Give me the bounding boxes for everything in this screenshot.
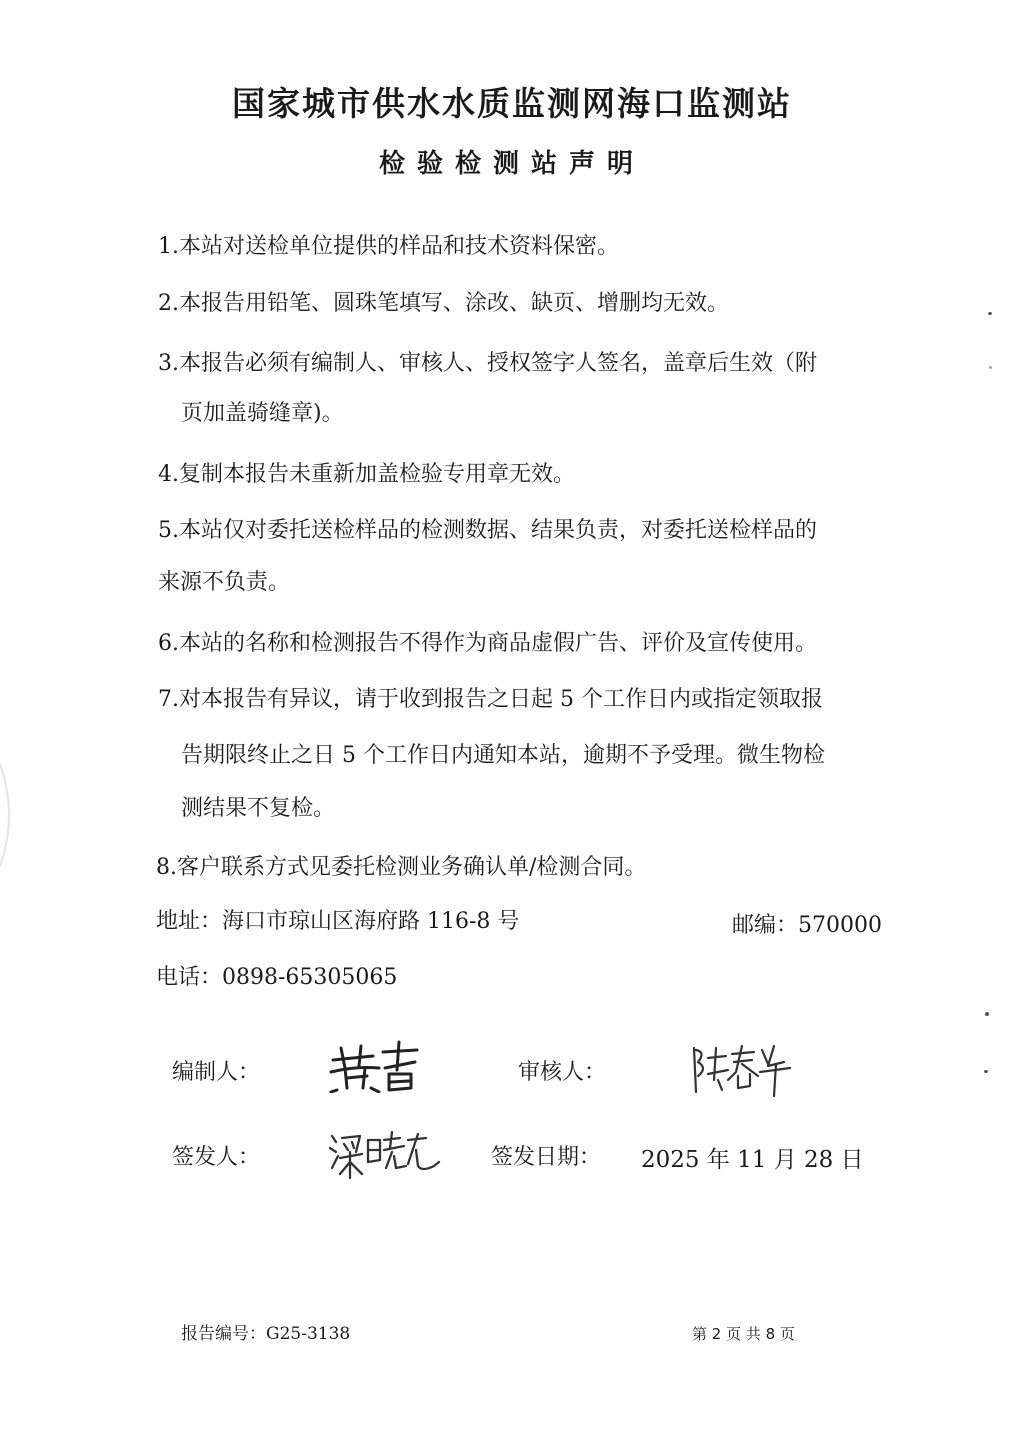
statement-7-line-2: 告期限终止之日 5 个工作日内通知本站，逾期不予受理。微生物检 [181, 743, 825, 768]
address: 地址：海口市琼山区海府路 116-8 号 [156, 909, 520, 934]
statement-3-line-1: 3.本报告必须有编制人、审核人、授权签字人签名，盖章后生效（附 [158, 351, 817, 376]
compiler-signature [327, 1038, 427, 1093]
statement-8: 8.客户联系方式见委托检测业务确认单/检测合同。 [156, 855, 647, 880]
scan-speck [988, 312, 992, 315]
statement-2: 2.本报告用铅笔、圆珠笔填写、涂改、缺页、增删均无效。 [158, 291, 729, 316]
statement-6: 6.本站的名称和检测报告不得作为商品虚假广告、评价及宣传使用。 [158, 631, 817, 656]
issue-date: 2025 年 11 月 28 日 [641, 1147, 864, 1173]
statement-4: 4.复制本报告未重新加盖检验专用章无效。 [158, 462, 575, 487]
issuer-label: 签发人： [172, 1145, 261, 1170]
statement-7-line-1: 7.对本报告有异议，请于收到报告之日起 5 个工作日内或指定领取报 [158, 687, 823, 712]
statement-3-line-2: 页加盖骑缝章)。 [181, 401, 344, 426]
statement-1: 1.本站对送检单位提供的样品和技术资料保密。 [158, 234, 619, 259]
report-number: 报告编号：G25-3138 [181, 1324, 351, 1344]
scan-speck [989, 366, 992, 369]
phone-number: 电话：0898-65305065 [156, 965, 398, 990]
reviewer-signature [688, 1040, 793, 1100]
statement-7-line-3: 测结果不复检。 [181, 796, 336, 821]
scan-speck [984, 1070, 988, 1073]
postal-code: 邮编：570000 [732, 913, 882, 938]
statement-5-line-2: 来源不负责。 [158, 570, 291, 595]
issuer-signature [326, 1128, 441, 1183]
reviewer-label: 审核人： [518, 1060, 607, 1085]
scan-speck [985, 1012, 989, 1016]
compiler-label: 编制人： [172, 1060, 261, 1085]
statement-5-line-1: 5.本站仅对委托送检样品的检测数据、结果负责，对委托送检样品的 [158, 518, 817, 543]
page-info: 第 2 页 共 8 页 [692, 1325, 795, 1343]
issue-date-label: 签发日期： [491, 1145, 602, 1170]
page-title: 国家城市供水水质监测网海口监测站 [232, 84, 792, 123]
page-subtitle: 检验检测站声明 [378, 149, 645, 179]
scan-artifact [0, 760, 20, 870]
